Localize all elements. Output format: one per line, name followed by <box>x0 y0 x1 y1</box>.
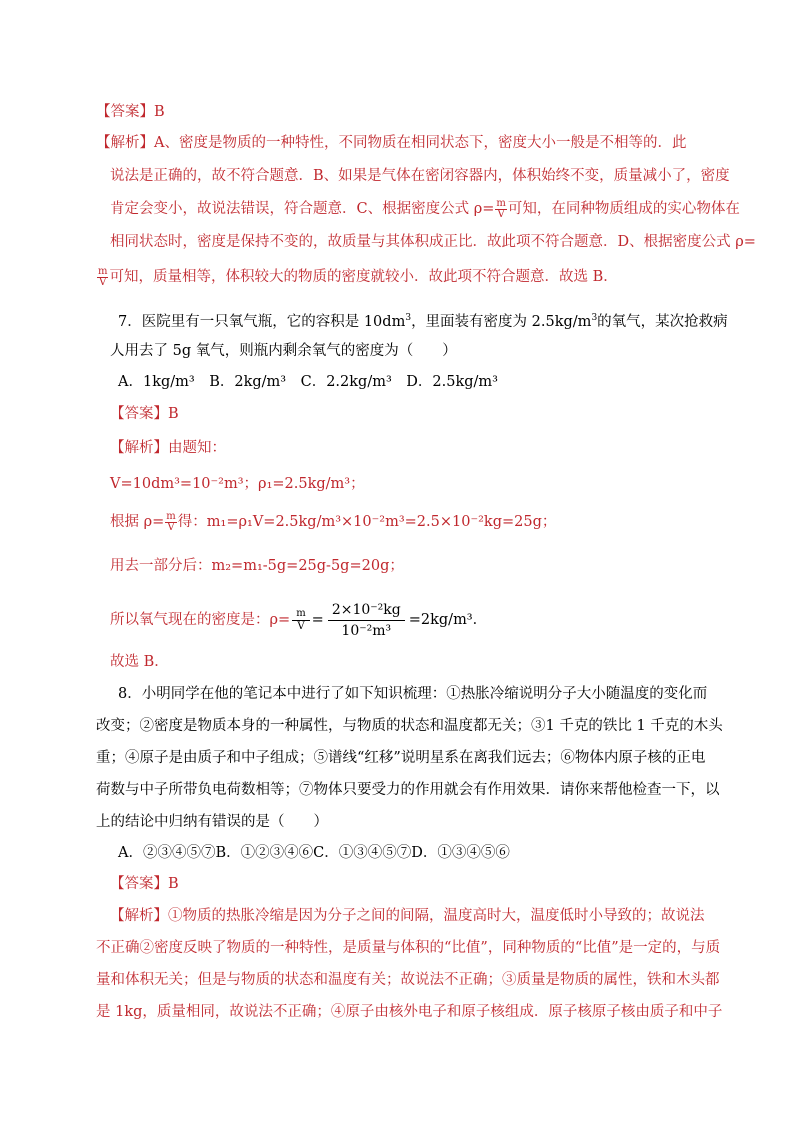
answer-label: 【答案】 <box>96 104 154 120</box>
density-fraction-2: $\frac{m}{V}$ <box>98 265 108 288</box>
q8-stem-line-1: 8．小明同学在他的笔记本中进行了如下知识梳理：①热胀冷缩说明分子大小随温度的变化而 <box>118 686 708 702</box>
q7-step-1: V=10dm³=10⁻²m³；ρ₁=2.5kg/m³； <box>110 476 365 492</box>
oxygen-density-value-fraction: $\frac{\text{2×10⁻²kg}}{\text{10⁻²m³}}$ <box>328 600 405 641</box>
q8-answer: 【答案】B <box>110 876 179 892</box>
q8-analysis-line-2: 不正确②密度反映了物质的一种特性，是质量与体积的“比值”，同种物质的“比值”是一定的，与质 <box>96 940 721 956</box>
density-fraction-3: $\frac{m}{V}$ <box>166 510 176 533</box>
analysis-label: 【解析】 <box>96 135 154 151</box>
q6-analysis-line-3: 肯定会变小，故说法错误，符合题意．C、根据密度公式 ρ= $\frac{m}{V}$ 可知，在同种物质组成的实心物体在 <box>110 197 740 220</box>
density-fraction: $\frac{m}{V}$ <box>496 197 506 220</box>
q7-conclusion: 故选 B． <box>110 654 169 670</box>
q8-stem-line-4: 荷数与中子所带负电荷数相等；⑦物体只要受力的作用就会有作用效果．请你来帮他检查一下，以 <box>96 782 720 798</box>
q8-analysis-line-3: 量和体积无关；但是与物质的状态和温度有关；故说法不正确；③质量是物质的属性，铁和木头都 <box>96 972 720 988</box>
answer-value: B <box>154 104 165 120</box>
q6-analysis-line-4: 相同状态时，密度是保持不变的，故质量与其体积成正比．故此项不符合题意．D、根据密度公式 ρ= <box>110 234 756 250</box>
oxygen-density-fraction: $\frac{m}{V}$ <box>292 608 309 633</box>
q7-stem-line-1: 7．医院里有一只氧气瓶，它的容积是 $10dm^3$，里面装有密度为 $2.5kg/m^3$的氧气，某次抢救病 <box>118 313 728 330</box>
q7-step-2: 根据 ρ= $\frac{m}{V}$ 得：m₁=ρ₁V=2.5kg/m³×10⁻²m³=2.5×10⁻²kg=25g； <box>110 510 557 533</box>
q8-stem-line-5: 上的结论中归纳有错误的是（ ） <box>96 814 328 830</box>
q7-answer: 【答案】B <box>110 406 179 422</box>
q8-analysis-line-4: 是 1kg，质量相同，故说法不正确；④原子由核外电子和原子核组成．原子核原子核由质子和中子 <box>96 1004 723 1020</box>
q6-analysis-line-5: $\frac{m}{V}$ 可知，质量相等，体积较大的物质的密度就较小．故此项不符合题意．故选 B． <box>98 265 618 288</box>
q6-analysis-line-2: 说法是正确的，故不符合题意．B、如果是气体在密闭容器内，体积始终不变，质量减小了，密度 <box>110 168 730 184</box>
q7-step-4: 所以氧气现在的密度是：ρ= $\frac{m}{V}$ = $\frac{\text{2×10⁻²kg}}{\text{10⁻²m³}}$ =2kg/m³． <box>110 601 488 639</box>
q6-analysis-line-1: 【解析】A、密度是物质的一种特性，不同物质在相同状态下，密度大小一般是不相等的．此 <box>96 135 687 151</box>
q8-stem-line-3: 重；④原子是由质子和中子组成；⑤谱线“红移”说明星系在离我们远去；⑥物体内原子核的正电 <box>96 750 706 766</box>
q7-analysis-intro: 【解析】由题知： <box>110 440 226 456</box>
q7-stem-line-2: 人用去了 5g 氧气，则瓶内剩余氧气的密度为（ ） <box>110 343 457 359</box>
q6-answer <box>96 102 698 122</box>
q8-analysis-line-1: 【解析】①物质的热胀冷缩是因为分子之间的间隔，温度高时大，温度低时小导致的；故说法 <box>110 908 705 924</box>
q7-options: A．1kg/m³ B．2kg/m³ C．2.2kg/m³ D．2.5kg/m³ <box>118 374 498 390</box>
q8-stem-line-2: 改变；②密度是物质本身的一种属性，与物质的状态和温度都无关；③1 千克的铁比 1 千克的木头 <box>96 718 723 734</box>
q8-options: A．②③④⑤⑦B．①②③④⑥C．①③④⑤⑦D．①③④⑤⑥ <box>118 845 510 861</box>
q7-step-3: 用去一部分后：m₂=m₁-5g=25g-5g=20g； <box>110 558 404 574</box>
